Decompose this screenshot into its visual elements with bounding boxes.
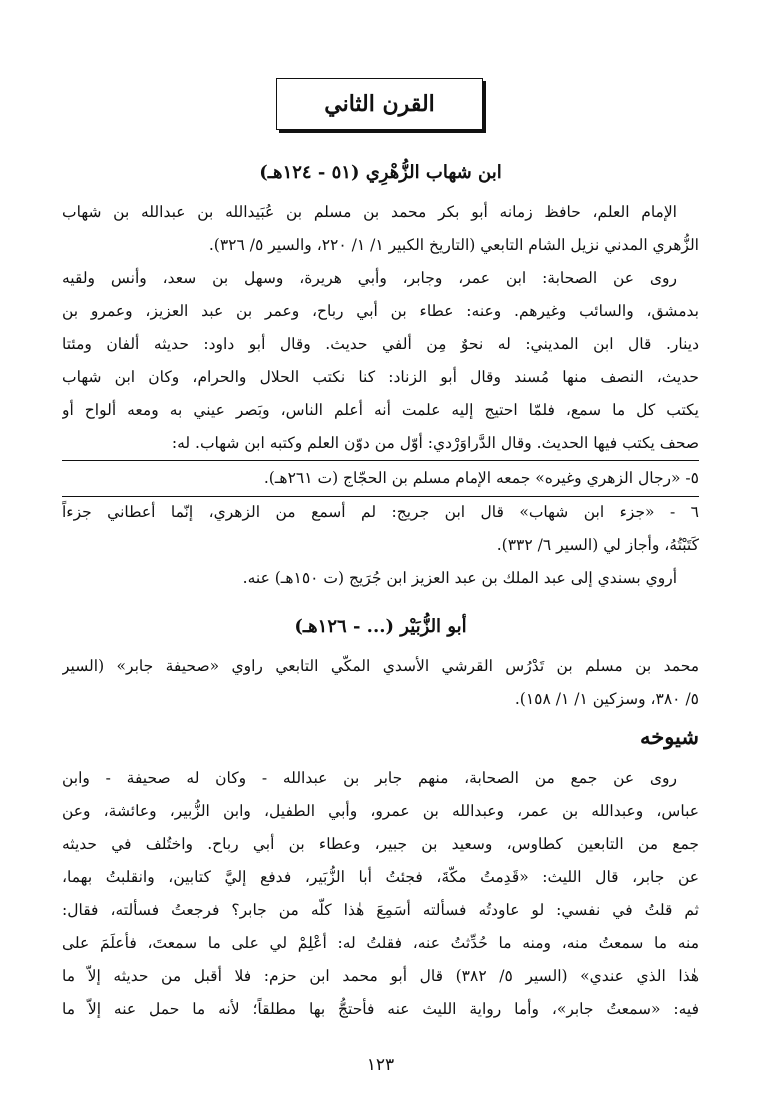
zuhri-biography — [62, 196, 699, 262]
section-title-shuyukh: شيوخه — [639, 724, 699, 749]
text-line: الزُّهري المدني نزيل الشام التابعي (التاريخ الكبير ١/ ١/ ٢٢٠، والسير ٥/ ٣٢٦). — [208, 236, 699, 254]
text-line: فيه: «سمعتُ جابر»، وأما رواية الليث عنه فأحتجُّ بها مطلقاً؛ لأنه ما حمل عنه إلاّ ما — [62, 1000, 699, 1018]
text-line: دينار. قال ابن المديني: له نحوٌ مِن ألفي حديث. وقال أبو داود: حديثه ألفان ومئتا — [62, 335, 699, 353]
zuhri-narrators — [62, 262, 699, 460]
text-line: كَتَبْتُهُ، وأجاز لي (السير ٦/ ٣٣٢). — [496, 536, 699, 554]
text-line: روى عن جمع من الصحابة، منهم جابر بن عبدالله - وكان له صحيفة - وابن — [62, 769, 677, 787]
isnad-chain — [62, 562, 699, 595]
text-line: هٰذا الذي عندي» (السير ٥/ ٣٨٢) قال أبو محمد ابن حزم: فلا أقبل من حديثه إلاّ ما — [62, 967, 699, 985]
text-line: منه ما سمعتُ منه، ومنه ما حُدِّثتُ عنه، فقلتُ له: أعْلِمْ لي على ما سمعتَ، فأعلَمَ على — [62, 934, 699, 952]
text-line: عباس، وعبدالله بن عمر، وعبدالله بن عمرو، وأبي الطفيل، وابن الزُّبير، وعائشة، وعن — [62, 802, 699, 820]
entry-heading-abu-zubayr: أبو الزُّبَيْر (... - ١٢٦هـ) — [294, 616, 467, 637]
text-line: ٦ - «جزء ابن شهاب» قال ابن جريج: لم أسمع من الزهري، إنّما أعطاني جزءاً — [62, 503, 699, 521]
chapter-title: القرن الثاني — [324, 91, 435, 117]
text-line: روى عن الصحابة: ابن عمر، وجابر، وأبي هريرة، وسهل بن سعد، وأنس ولقيه — [62, 269, 677, 287]
book-page — [62, 0, 699, 1114]
text-line: ٥- «رجال الزهري وغيره» جمعه الإمام مسلم بن الحجّاج (ت ٢٦١هـ). — [263, 469, 699, 487]
text-line: حديث، النصف منها مُسند وقال أبو الزناد: كنا نكتب الحلال والحرام، وكان ابن شهاب — [62, 368, 699, 386]
work-item-5 — [62, 462, 699, 495]
text-line: الإمام العلم، حافظ زمانه أبو بكر محمد بن مسلم بن عُبَيدالله بن عبدالله بن شهاب — [62, 203, 677, 221]
chapter-title-box — [276, 78, 483, 130]
page-number: ١٢٣ — [366, 1055, 395, 1075]
entry-heading-zuhri: ابن شهاب الزُّهْرِي (٥١ - ١٢٤هـ) — [259, 162, 502, 183]
work-item-6 — [62, 496, 699, 562]
text-line: محمد بن مسلم بن تَدْرُس القرشي الأسدي المكّي التابعي راوي «صحيفة جابر» (السير — [62, 657, 699, 675]
text-line: ٥/ ٣٨٠، وسزكين ١/ ١/ ١٥٨). — [514, 690, 699, 708]
text-line: عن جابر، قال الليث: «قَدِمتُ مكّةَ، فجئتُ أبا الزُّبَير، فدفع إليَّ كتابين، وانقلبتُ بهما، — [62, 868, 699, 886]
text-line: صحف يكتب فيها الحديث. وقال الدَّراوَرْدي: أوّل من دوّن العلم وكتبه ابن شهاب. له: — [171, 434, 699, 452]
text-line: أروي بسندي إلى عبد الملك بن عبد العزيز ابن جُرَيج (ت ١٥٠هـ) عنه. — [242, 569, 677, 587]
text-line: جمع من التابعين كطاوس، وسعيد بن جبير، وعطاء بن أبي رباح. واختُلف في حديثه — [62, 835, 699, 853]
text-line: يكتب كل ما سمع، فلمّا احتيج إليه علمت أنه أعلم الناس، وبَصر عيني به ومعه ألواح أو — [62, 401, 699, 419]
text-line: ثم قلتُ في نفسي: لو عاودتُه فسألته أسَمِعَ هٰذا كلّه من جابر؟ فرجعتُ فسألته، فقال: — [62, 901, 699, 919]
item-divider — [62, 460, 699, 461]
text-line: بدمشق، والسائب وغيرهم. وعنه: عطاء بن أبي رباح، وعمر بن عبد العزيز، وعمرو بن — [62, 302, 699, 320]
shuyukh-text — [62, 762, 699, 1026]
abu-zubayr-biography — [62, 650, 699, 716]
